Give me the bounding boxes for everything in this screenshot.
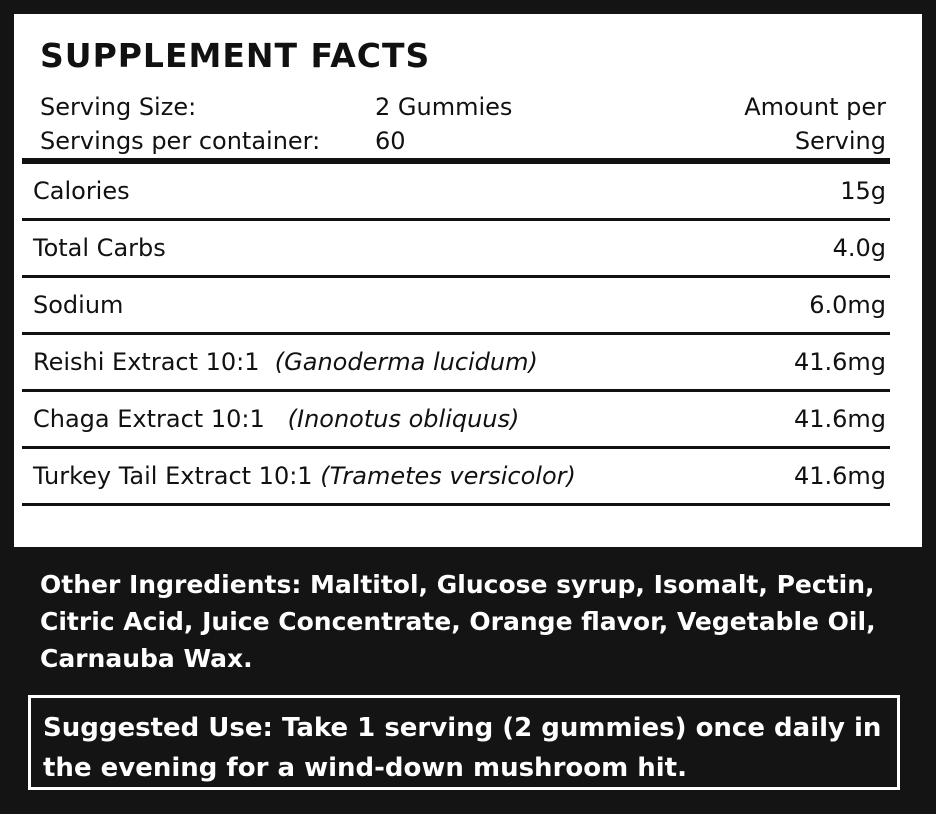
nutrient-row-calories: [22, 164, 890, 221]
latin-name: (Inonotus obliquus): [287, 405, 520, 433]
serving-info: [40, 90, 886, 158]
latin-name: (Trametes versicolor): [320, 462, 576, 490]
servings-per-container-label: Servings per container:: [40, 127, 321, 155]
serving-size-label: Serving Size:: [40, 93, 197, 121]
serving-size-row: [40, 90, 886, 124]
latin-name: (Ganoderma lucidum): [274, 348, 538, 376]
nutrient-name: Turkey Tail Extract 10:1 (Trametes versicolor): [33, 462, 576, 490]
amount-header-line1: Amount per: [744, 93, 886, 121]
suggested-use-text: Suggested Use: Take 1 serving (2 gummies) once daily in the evening for a wind-down mushroom hit.: [43, 713, 882, 783]
nutrient-amount: 41.6mg: [793, 405, 886, 433]
nutrient-name: Total Carbs: [33, 234, 166, 262]
nutrient-amount: 15g: [840, 177, 886, 205]
nutrient-name: Calories: [33, 177, 130, 205]
facts-title: SUPPLEMENT FACTS: [40, 36, 431, 75]
nutrient-row-chaga: [22, 392, 890, 449]
nutrient-table: [22, 164, 890, 506]
servings-per-container-value: 60: [375, 127, 406, 155]
nutrient-amount: 4.0g: [832, 234, 886, 262]
other-ingredients: Other Ingredients: Maltitol, Glucose syrup, Isomalt, Pectin, Citric Acid, Juice Concentrate, Orange flavor, Vegetable Oil, Carnauba Wax.: [40, 570, 876, 673]
nutrient-amount: 41.6mg: [793, 462, 886, 490]
nutrient-name: Chaga Extract 10:1 (Inonotus obliquus): [33, 405, 520, 433]
serving-size-value: 2 Gummies: [375, 93, 513, 121]
nutrient-amount: 41.6mg: [793, 348, 886, 376]
amount-header-line2: Serving: [794, 127, 886, 155]
nutrient-name: Sodium: [33, 291, 124, 319]
nutrient-row-sodium: [22, 278, 890, 335]
suggested-use-box: [28, 695, 900, 790]
nutrient-amount: 6.0mg: [809, 291, 886, 319]
servings-per-container-row: [40, 124, 886, 158]
nutrient-name: Reishi Extract 10:1 (Ganoderma lucidum): [33, 348, 538, 376]
nutrient-row-turkey-tail: [22, 449, 890, 506]
nutrient-row-reishi: [22, 335, 890, 392]
nutrient-row-total-carbs: [22, 221, 890, 278]
